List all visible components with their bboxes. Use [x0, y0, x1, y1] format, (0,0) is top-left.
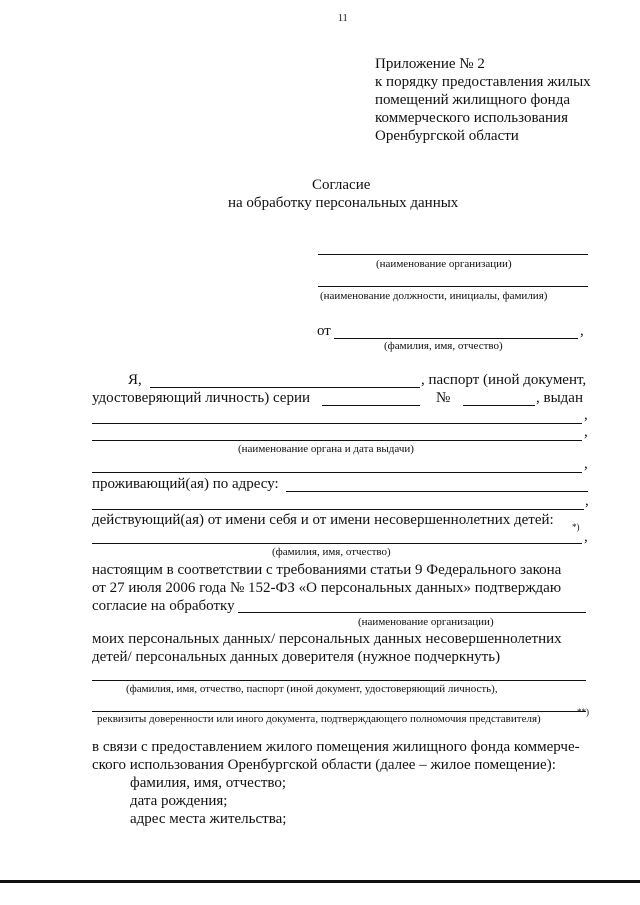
residing-text: проживающий(ая) по адресу:: [92, 476, 279, 492]
comma: ,: [584, 424, 588, 440]
paragraph-line: в связи с предоставлением жилого помещения жилищного фонда коммерче-: [92, 739, 580, 755]
footnote-mark: *): [572, 522, 580, 532]
number-sign: №: [436, 390, 451, 406]
appendix-line: к порядку предоставления жилых: [375, 74, 591, 90]
passport-series-field[interactable]: [322, 391, 420, 406]
issued-text: , выдан: [536, 390, 583, 406]
comma: ,: [585, 493, 589, 509]
official-caption: (наименование должности, инициалы, фамилия): [320, 290, 548, 302]
acting-text: действующий(ая) от имени себя и от имени несовершеннолетних детей:: [92, 512, 554, 528]
list-item: дата рождения;: [130, 793, 228, 809]
comma: ,: [584, 407, 588, 423]
appendix-line: Оренбургской области: [375, 128, 519, 144]
official-name-field[interactable]: [318, 272, 588, 287]
ya-label: Я,: [128, 372, 142, 388]
title-line-1: Согласие: [312, 177, 371, 193]
comma: ,: [584, 456, 588, 472]
appendix-title: Приложение № 2: [375, 56, 485, 72]
applicant-name-field[interactable]: [150, 373, 420, 388]
bottom-rule: [0, 880, 640, 883]
appendix-line: помещений жилищного фонда: [375, 92, 570, 108]
address-field-2[interactable]: [92, 495, 584, 510]
list-item: фамилия, имя, отчество;: [130, 775, 287, 791]
children-field[interactable]: [92, 529, 582, 544]
paragraph-line: согласие на обработку: [92, 598, 235, 614]
organization-caption: (наименование организации): [376, 258, 512, 270]
comma: ,: [584, 529, 588, 545]
from-name-field[interactable]: [334, 324, 578, 339]
address-field[interactable]: [286, 477, 588, 492]
organization-caption-2: (наименование организации): [358, 616, 494, 628]
passport-text: , паспорт (иной документ,: [421, 372, 587, 388]
title-line-2: на обработку персональных данных: [228, 195, 459, 211]
proxy-details-field[interactable]: [92, 697, 586, 712]
proxy-caption: реквизиты доверенности или иного документа, подтверждающего полномочия представителя): [97, 713, 541, 725]
processing-organization-field[interactable]: [238, 598, 586, 613]
paragraph-line: настоящим в соответствии с требованиями статьи 9 Федерального закона: [92, 562, 562, 578]
from-label: от: [317, 323, 331, 339]
passport-number-field[interactable]: [463, 391, 535, 406]
paragraph-line: от 27 июля 2006 года № 152-ФЗ «О персональных данных» подтверждаю: [92, 580, 562, 596]
fio-caption-2: (фамилия, имя, отчество): [272, 546, 391, 558]
appendix-line: коммерческого использования: [375, 110, 568, 126]
fio-caption: (фамилия, имя, отчество): [384, 340, 503, 352]
paragraph-line: моих персональных данных/ персональных данных несовершеннолетних: [92, 631, 562, 647]
fio-passport-caption: (фамилия, имя, отчество, паспорт (иной документ, удостоверяющий личность),: [126, 683, 498, 695]
identity-text: удостоверяющий личность) серии: [92, 390, 310, 406]
footnote-mark: **): [577, 707, 589, 717]
subject-details-field[interactable]: [92, 666, 586, 681]
continuation-field[interactable]: [92, 458, 582, 473]
comma: ,: [580, 323, 584, 339]
paragraph-line: ского использования Оренбургской области (далее – жилое помещение):: [92, 757, 556, 773]
issuer-field-2[interactable]: [92, 426, 582, 441]
issuer-field[interactable]: [92, 409, 582, 424]
list-item: адрес места жительства;: [130, 811, 287, 827]
issuer-caption: (наименование органа и дата выдачи): [238, 443, 414, 455]
organization-name-field[interactable]: [318, 240, 588, 255]
paragraph-line: детей/ персональных данных доверителя (нужное подчеркнуть): [92, 649, 501, 665]
page-number: 11: [338, 13, 348, 24]
